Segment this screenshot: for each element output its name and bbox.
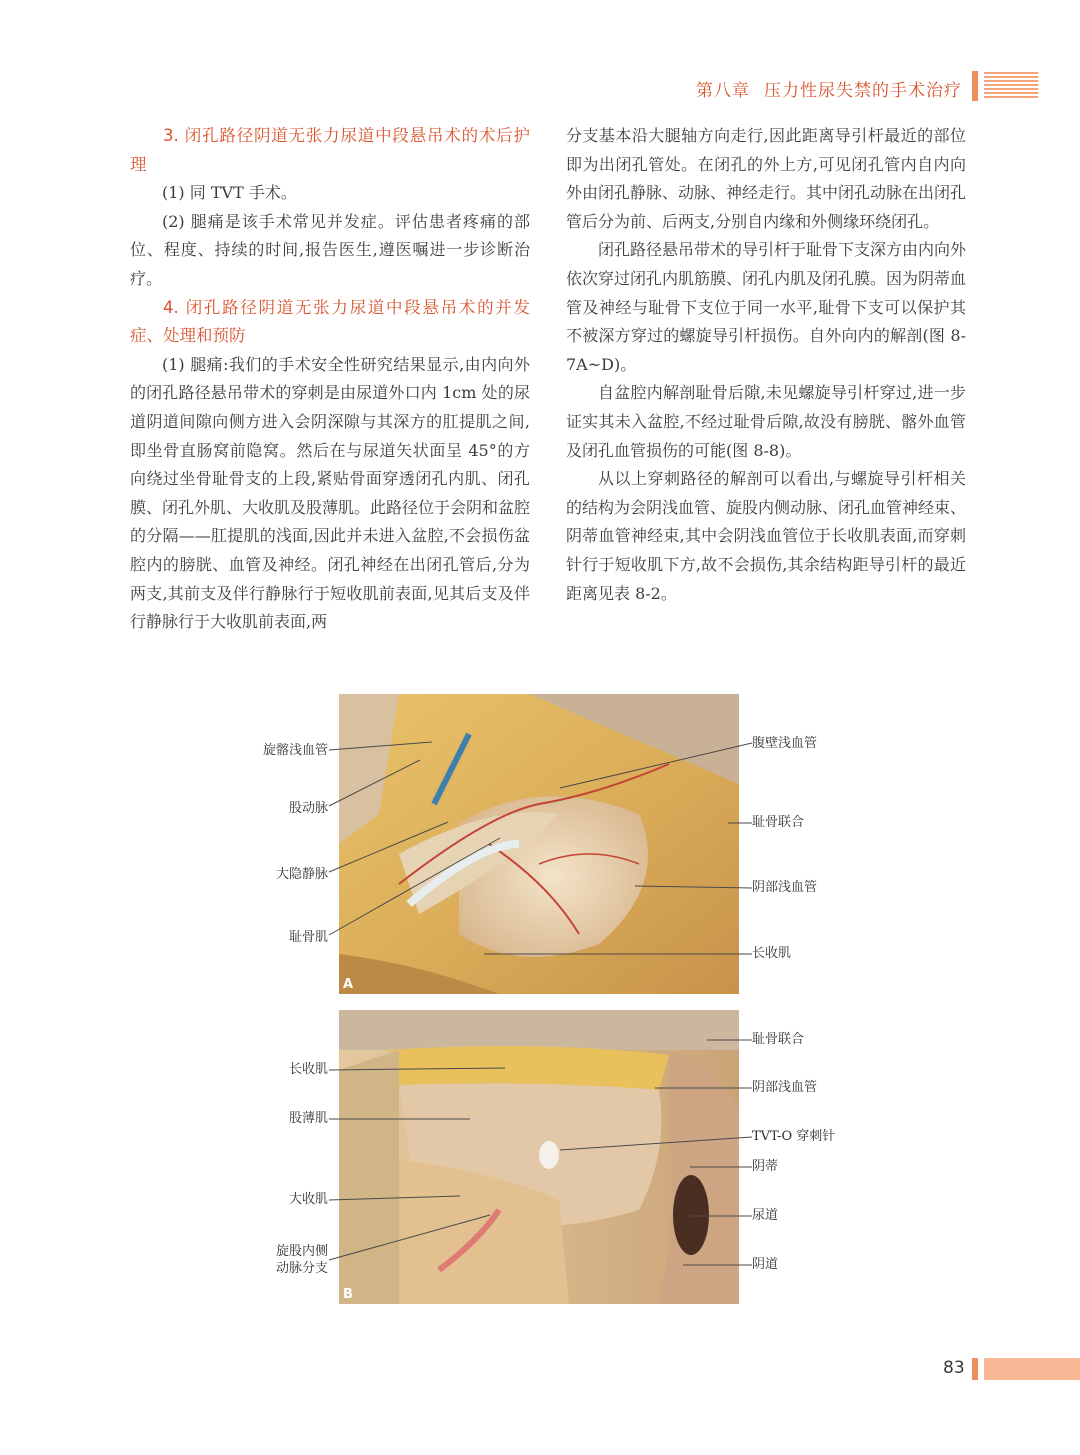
label-vagina: 阴道 xyxy=(752,1257,779,1272)
header-decorative-lines xyxy=(984,72,1038,100)
anatomy-photo-b xyxy=(339,1010,739,1304)
label-femoral-artery: 股动脉 xyxy=(288,801,328,816)
left-column xyxy=(130,122,530,637)
panel-letter-b: B xyxy=(343,1287,353,1302)
section-heading-complications: 4. 闭孔路径阴道无张力尿道中段悬吊术的并发症、处理和预防 xyxy=(130,297,530,346)
label-gracilis: 股薄肌 xyxy=(288,1111,328,1126)
label-tvt-o-needle: TVT-O 穿刺针 xyxy=(752,1129,836,1144)
label-urethra: 尿道 xyxy=(752,1208,779,1223)
paragraph: 分支基本沿大腿轴方向走行,因此距离导引杆最近的部位即为出闭孔管处。在闭孔的外上方,可见闭孔管内自内向外由闭孔静脉、动脉、神经走行。其中闭孔动脉在出闭孔管后分为前、后两支,分别自内缘和外侧缘环绕闭孔。 xyxy=(566,126,967,231)
chapter-number: 第八章 xyxy=(696,81,750,101)
label-medial-circumflex-femoral-line1: 旋股内侧 xyxy=(275,1244,328,1259)
footer-accent-block xyxy=(984,1358,1080,1380)
footer-accent-bar xyxy=(972,1358,978,1380)
paragraph: (1) 腿痛:我们的手术安全性研究结果显示,由内向外的闭孔路径悬吊带术的穿刺是由尿道外口内 1cm 处的尿道阴道间隙向侧方进入会阴深隙与其深方的肛提肌之间,即坐骨直肠窝前隐窝。然后在与尿道矢状面呈 45°的方向绕过坐骨耻骨支的上段,紧贴骨面穿透闭孔内肌、闭孔膜、闭孔外肌、大收肌及股薄肌。此路径位于会阴和盆腔的分隔——肛提肌的浅面,因此并未进入盆腔,不会损伤盆腔内的膀胱、血管及神经。闭孔神经在出闭孔管后,分为两支,其前支及伴行静脉行于短收肌前表面,见其后支及伴行静脉行于大收肌前表面,两 xyxy=(130,354,531,632)
anatomy-photo-a-image xyxy=(339,694,739,994)
paragraph: 闭孔路径悬吊带术的导引杆于耻骨下支深方由内向外依次穿过闭孔内肌筋膜、闭孔内肌及闭孔膜。因为阴蒂血管及神经与耻骨下支位于同一水平,耻骨下支可以保护其不被深方穿过的螺旋导引杆损伤。自外向内的解剖(图 8-7A~D)。 xyxy=(566,240,967,374)
chapter-header xyxy=(696,76,962,101)
label-superficial-epigastric-vessels: 腹壁浅血管 xyxy=(752,736,818,751)
label-superficial-pudendal-vessels-b: 阴部浅血管 xyxy=(752,1080,818,1095)
label-great-saphenous-vein: 大隐静脉 xyxy=(275,867,328,882)
label-medial-circumflex-femoral-line2: 动脉分支 xyxy=(275,1261,328,1276)
anatomy-photo-a xyxy=(339,694,739,994)
label-clitoris: 阴蒂 xyxy=(752,1159,779,1174)
paragraph: 自盆腔内解剖耻骨后隙,未见螺旋导引杆穿过,进一步证实其未入盆腔,不经过耻骨后隙,故没有膀胱、髂外血管及闭孔血管损伤的可能(图 8-8)。 xyxy=(566,383,966,460)
label-adductor-magnus: 大收肌 xyxy=(288,1192,328,1207)
label-adductor-longus: 长收肌 xyxy=(752,946,792,961)
page-number: 83 xyxy=(943,1358,965,1378)
paragraph: (2) 腿痛是该手术常见并发症。评估患者疼痛的部位、程度、持续的时间,报告医生,遵医嘱进一步诊断治疗。 xyxy=(130,211,530,288)
paragraph: (1) 同 TVT 手术。 xyxy=(162,183,297,203)
label-adductor-longus-b: 长收肌 xyxy=(288,1062,328,1077)
paragraph: 从以上穿刺路径的解剖可以看出,与螺旋导引杆相关的结构为会阴浅血管、旋股内侧动脉、闭孔血管神经束、阴蒂血管神经束,其中会阴浅血管位于长收肌表面,而穿刺针行于短收肌下方,故不会损伤,其余结构距导引杆的最近距离见表 8-2。 xyxy=(566,469,967,603)
label-superficial-pudendal-vessels: 阴部浅血管 xyxy=(752,880,818,895)
chapter-title: 压力性尿失禁的手术治疗 xyxy=(764,81,962,101)
panel-letter-a: A xyxy=(343,977,354,992)
label-pubic-symphysis-b: 耻骨联合 xyxy=(752,1032,805,1047)
right-column xyxy=(566,122,966,608)
label-pubic-symphysis: 耻骨联合 xyxy=(752,815,805,830)
section-heading-postop-care: 3. 闭孔路径阴道无张力尿道中段悬吊术的术后护理 xyxy=(130,126,530,174)
header-accent-bar xyxy=(972,71,978,101)
label-superficial-circumflex-iliac-vessels: 旋髂浅血管 xyxy=(262,743,328,758)
label-pectineus: 耻骨肌 xyxy=(288,930,328,945)
anatomy-photo-b-image xyxy=(339,1010,739,1304)
